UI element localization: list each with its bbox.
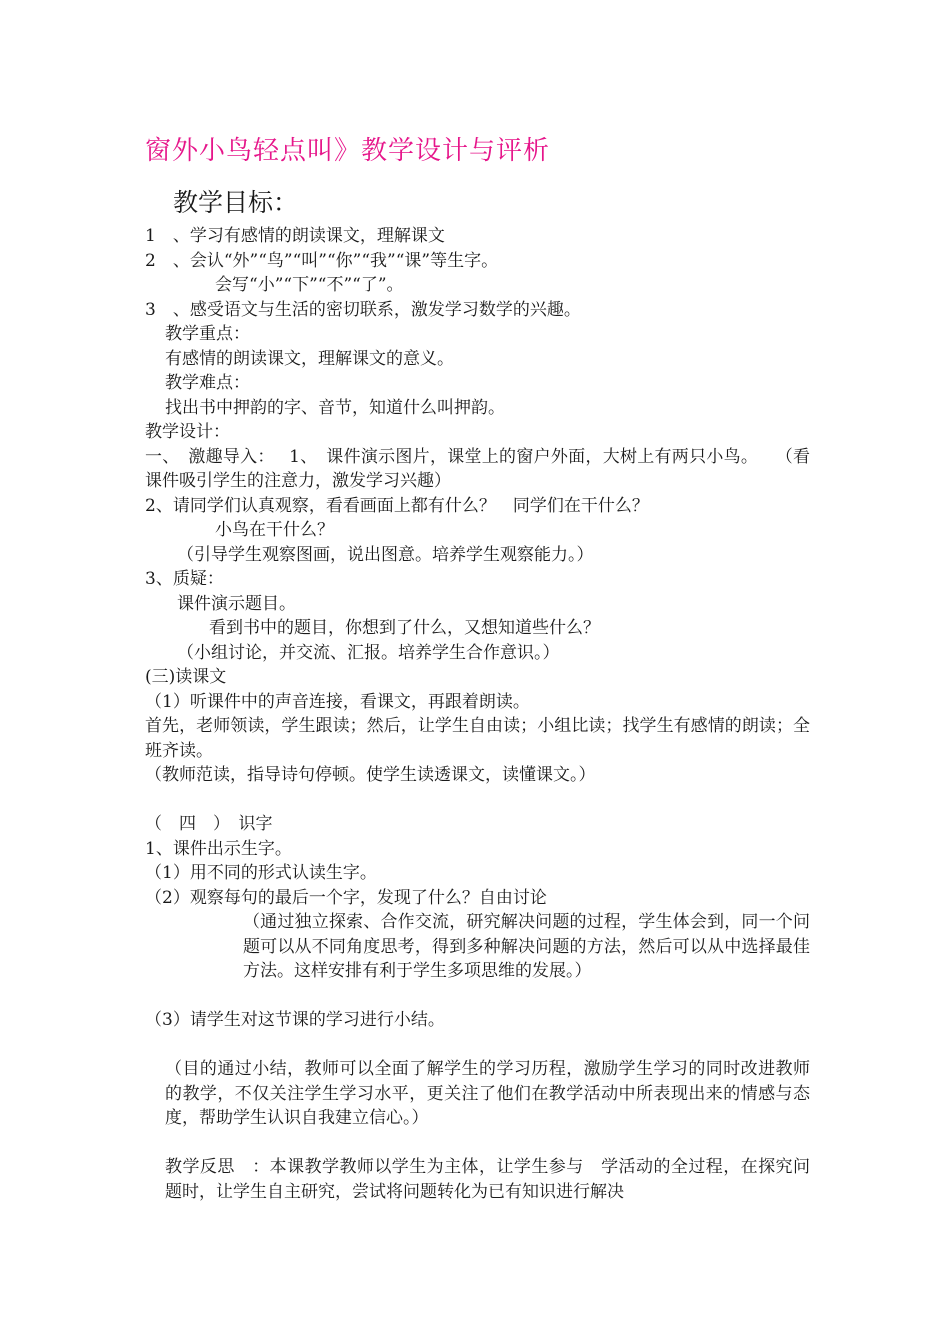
- part-3-note: （教师范读，指导诗句停顿。使学生读透课文，读懂课文。）: [145, 765, 596, 785]
- step-2-note: （引导学生观察图画，说出图意。培养学生观察能力。）: [177, 544, 594, 565]
- difficulties-heading: 教学难点：: [165, 373, 250, 393]
- part-4-item-1-1: （1）用不同的形式认读生字。: [145, 863, 377, 883]
- summary-note: （目的通过小结，教师可以全面了解学生的学习历程，激励学生学习的同时改进教师的教学，不仅关注学生学习水平，更关注了他们在教学活动中所表现出来的情感与态度，帮助学生认识自我建立信心。）: [165, 1059, 810, 1128]
- part-4-item-1: 1、课件出示生字。: [145, 838, 292, 859]
- key-points-heading: 教学重点：: [165, 324, 250, 344]
- document-title: 窗外小鸟轻点叫》教学设计与评析: [145, 136, 551, 166]
- step-3: 3、质疑：: [145, 569, 224, 589]
- step-1-intro: 一、 激趣导入： 1、 课件演示图片，课堂上的窗户外面，大树上有两只小鸟。 （看课件吸引学生的注意力，激发学习兴趣）: [145, 446, 810, 491]
- step-2: 2、请同学们认真观察，看看画面上都有什么？ 同学们在干什么？: [145, 495, 649, 516]
- goal-1: 1 、学习有感情的朗读课文，理解课文: [145, 226, 445, 246]
- goal-2-writing: 会写“小”“下”“不”“了”。: [215, 275, 404, 295]
- key-points-text: 有感情的朗读课文，理解课文的意义。: [165, 348, 454, 369]
- part-3-item-1: （1）听课件中的声音连接，看课文，再跟着朗读。: [145, 691, 530, 712]
- step-2-question: 小鸟在干什么？: [215, 520, 334, 540]
- step-3-question: 看到书中的题目，你想到了什么，又想知道些什么？: [209, 618, 600, 638]
- step-3-demo: 课件演示题目。: [177, 593, 296, 614]
- difficulties-text: 找出书中押韵的字、音节，知道什么叫押韵。: [165, 397, 505, 418]
- goal-3: 3 、感受语文与生活的密切联系，激发学习数学的兴趣。: [145, 299, 581, 320]
- part-3-procedure: 首先，老师领读，学生跟读；然后，让学生自由读；小组比读；找学生有感情的朗读；全班齐读。: [145, 716, 810, 761]
- reflection: 教学反思 ：本课教学教师以学生为主体，让学生参与 学活动的全过程，在探究问题时，让学生自主研究，尝试将问题转化为已有知识进行解决: [165, 1157, 810, 1202]
- goal-2: 2 、会认“外”“鸟”“叫”“你”“我”“课”等生字。: [145, 250, 499, 271]
- part-4-item-1-2: （2）观察每句的最后一个字，发现了什么？自由讨论: [145, 887, 547, 908]
- part-4-item-3: （3）请学生对这节课的学习进行小结。: [145, 1010, 445, 1030]
- design-heading: 教学设计：: [145, 422, 230, 442]
- part-3-heading: (三)读课文: [145, 667, 227, 687]
- step-3-note: （小组讨论，并交流、汇报。培养学生合作意识。）: [177, 642, 560, 663]
- document-body: [145, 224, 810, 1204]
- goals-heading: 教学目标：: [173, 188, 299, 217]
- part-4-note: （通过独立探索、合作交流，研究解决问题的过程，学生体会到，同一个问题可以从不同角度思考，得到多种解决问题的方法，然后可以从中选择最佳方法。这样安排有利于学生多项思维的发展。）: [243, 912, 810, 981]
- part-4-heading: （ 四 ） 识字: [145, 814, 273, 834]
